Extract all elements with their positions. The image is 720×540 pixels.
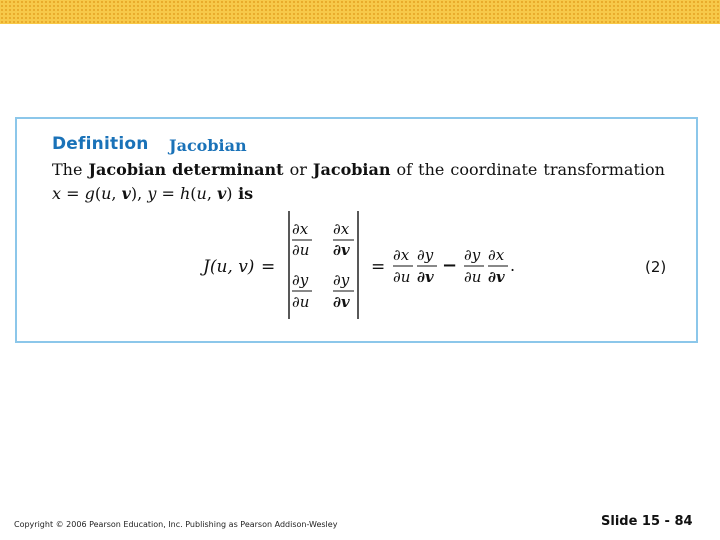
math-eq: = — [61, 184, 85, 203]
word: transformation — [543, 160, 665, 179]
math-comma: , — [111, 184, 122, 203]
math-y: y — [147, 184, 157, 203]
math-paren: ( — [94, 184, 102, 203]
matrix-num: ∂x — [333, 220, 350, 238]
math-comma: , — [206, 184, 217, 203]
equation-equals: = — [261, 257, 276, 277]
copyright-text: Copyright © 2006 Pearson Education, Inc. Publishing as Pearson Addison-Wesley — [14, 520, 338, 529]
word-is: is — [232, 184, 254, 203]
word: The — [52, 160, 83, 179]
slide-number: Slide 15 - 84 — [601, 514, 693, 529]
matrix-num: ∂y — [292, 271, 309, 289]
equation-equals-2: = — [371, 257, 386, 277]
word: determinant — [172, 160, 284, 179]
term-den: ∂v — [488, 268, 505, 286]
definition-box — [15, 117, 698, 343]
term-den: ∂u — [464, 268, 482, 286]
math-g: g — [84, 184, 95, 203]
equation-minus: − — [442, 255, 458, 276]
word: Jacobian — [312, 160, 391, 179]
word: of — [396, 160, 413, 179]
matrix-den: ∂u — [292, 293, 310, 311]
matrix-den: ∂v — [333, 293, 350, 311]
word: the — [418, 160, 445, 179]
definition-topic: Jacobian — [169, 136, 247, 155]
math-u: u — [101, 184, 112, 203]
word: Jacobian — [88, 160, 167, 179]
jacobian-equation — [17, 119, 696, 341]
top-banner — [0, 0, 720, 24]
term-num: ∂y — [464, 246, 481, 264]
math-u: u — [196, 184, 207, 203]
definition-heading: Definition — [52, 134, 149, 154]
math-paren: ) — [226, 184, 233, 203]
math-eq: = — [156, 184, 180, 203]
word: coordinate — [450, 160, 538, 179]
matrix-num: ∂y — [333, 271, 350, 289]
matrix-den: ∂u — [292, 241, 310, 259]
equation-lhs: J(u, v) — [203, 257, 255, 277]
equation-period: . — [510, 256, 516, 275]
term-den: ∂v — [417, 268, 434, 286]
term-num: ∂x — [488, 246, 505, 264]
matrix-num: ∂x — [292, 220, 309, 238]
term-num: ∂x — [393, 246, 410, 264]
equation-number: (2) — [645, 258, 667, 276]
term-den: ∂u — [393, 268, 411, 286]
math-v: v — [121, 184, 131, 203]
math-x: x — [52, 184, 62, 203]
math-paren: ), — [130, 184, 148, 203]
math-paren: ( — [190, 184, 197, 203]
term-num: ∂y — [417, 246, 434, 264]
math-v: v — [216, 184, 227, 203]
matrix-den: ∂v — [333, 241, 350, 259]
word: or — [289, 160, 307, 179]
math-h: h — [179, 184, 191, 203]
